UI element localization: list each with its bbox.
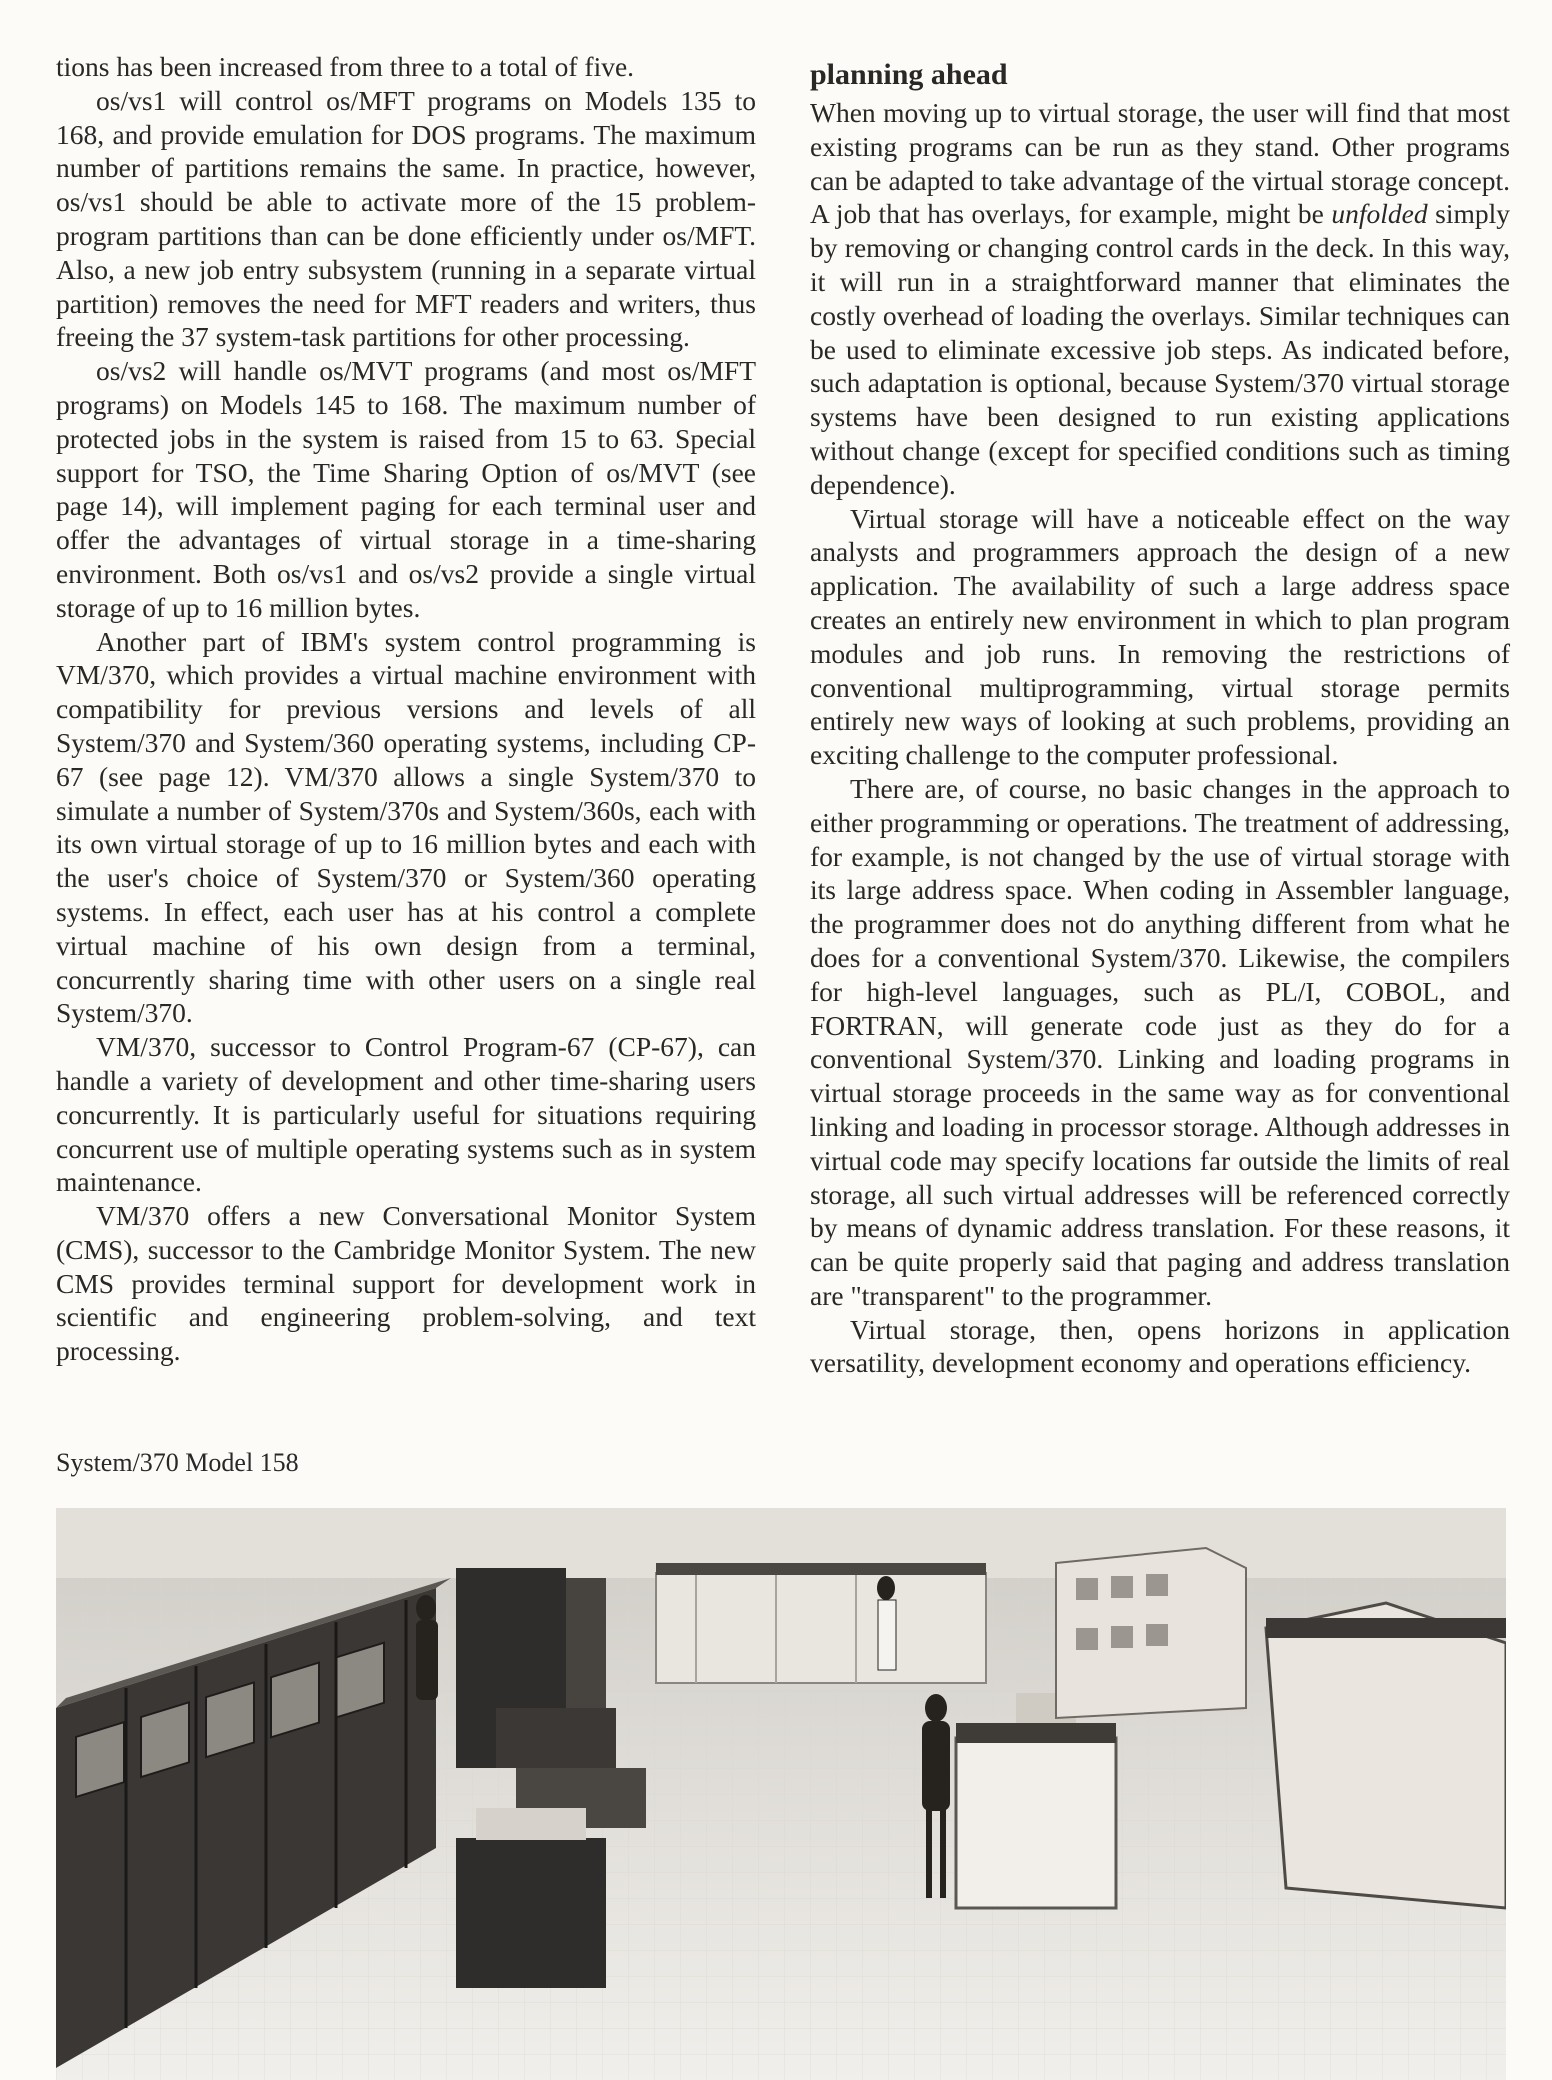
- emphasis-unfolded: unfolded: [1331, 198, 1428, 230]
- right-paragraph-1-start: When moving up to virtual storage, the user will find that most existing programs can be run as they stand. Other programs can be adapted to take advantage of the virtual storage concept. A job that has overlays, for example, might be: [810, 97, 1510, 230]
- left-paragraph-1: tions has been increased from three to a total of five.: [56, 51, 635, 82]
- left-column: [56, 50, 756, 1368]
- printer-unit: [956, 1693, 1116, 1908]
- left-paragraph-2: os/vs1 will control os/MFT programs on Models 135 to 168, and provide emulation for DOS programs. The maximum number of partitions remains the same. In practice, however, os/vs1 should be able to activate more of the 15 problem-program partitions than can be done efficiently under os/MFT. Also, a new job entry subsystem (running in a separate virtual partition) removes the need for MFT readers and writers, thus freeing the 37 system-task partitions for other processing.: [56, 84, 756, 353]
- computer-room-photo: [56, 1508, 1506, 2080]
- right-paragraph-4: Virtual storage, then, opens horizons in application versatility, development economy and operations efficiency.: [810, 1313, 1510, 1379]
- section-heading: planning ahead: [810, 58, 1008, 91]
- right-column: [810, 58, 1510, 1380]
- left-paragraph-6: VM/370 offers a new Conversational Monitor System (CMS), successor to the Cambridge Monitor System. The new CMS provides terminal support for development work in scientific and engineering problem-solving, and text processing.: [56, 1200, 756, 1367]
- right-paragraph-2: Virtual storage will have a noticeable effect on the way analysts and programmers approach the design of a new application. The availability of such a large address space creates an entirely new environment in which to plan program modules and job runs. In removing the restrictions of conventional multiprogramming, virtual storage permits entirely new ways of looking at such problems, providing an exciting challenge to the computer professional.: [810, 502, 1510, 771]
- right-paragraph-3: There are, of course, no basic changes in the approach to either programming or operations. The treatment of addressing, for example, is not changed by the use of virtual storage with its large address space. When coding in Assembler language, the programmer does not do anything different from what he does for a conventional System/370. Likewise, the compilers for high-level languages, such as PL/I, COBOL, and FORTRAN, will generate code just as they do for a conventional System/370. Linking and loading programs in virtual storage proceeds in the same way as for conventional linking and loading in processor storage. Although addresses in virtual code may specify locations far outside the limits of real storage, all such virtual addresses will be referenced correctly by means of dynamic address translation. For these reasons, it can be quite properly said that paging and address translation are "transparent" to the programmer.: [810, 772, 1510, 1311]
- left-paragraph-3: os/vs2 will handle os/MVT programs (and most os/MFT programs) on Models 145 to 168. The maximum number of protected jobs in the system is raised from 15 to 63. Special support for TSO, the Time Sharing Option of os/MVT (see page 14), will implement paging for each terminal user and offer the advantages of virtual storage in a time-sharing environment. Both os/vs1 and os/vs2 provide a single virtual storage of up to 16 million bytes.: [56, 355, 756, 623]
- left-paragraph-5: VM/370, successor to Control Program-67 (CP-67), can handle a variety of development and other time-sharing users concurrently. It is particularly useful for situations requiring concurrent use of multiple operating systems such as in system maintenance.: [56, 1031, 756, 1198]
- right-paragraph-1-end: simply by removing or changing control cards in the deck. In this way, it will run in a straightforward manner that eliminates the costly overhead of loading the overlays. Similar techniques can be used to eliminate excessive job steps. As indicated before, such adaptation is optional, because System/370 virtual storage systems have been designed to run existing applications without change (except for specified conditions such as timing dependence).: [810, 198, 1511, 500]
- left-paragraph-4: Another part of IBM's system control programming is VM/370, which provides a virtual machine environment with compatibility for previous versions and levels of all System/370 and System/360 operating systems, including CP-67 (see page 12). VM/370 allows a single System/370 to simulate a number of System/370s and System/360s, each with its own virtual storage of up to 16 million bytes and each with the user's choice of System/370 or System/360 operating systems. In effect, each user has at his control a complete virtual machine of his own design from a terminal, concurrently sharing time with other users on a single real System/370.: [56, 625, 756, 1029]
- right-paragraph-1: [810, 96, 1510, 502]
- photo-caption: System/370 Model 158: [56, 1448, 299, 1477]
